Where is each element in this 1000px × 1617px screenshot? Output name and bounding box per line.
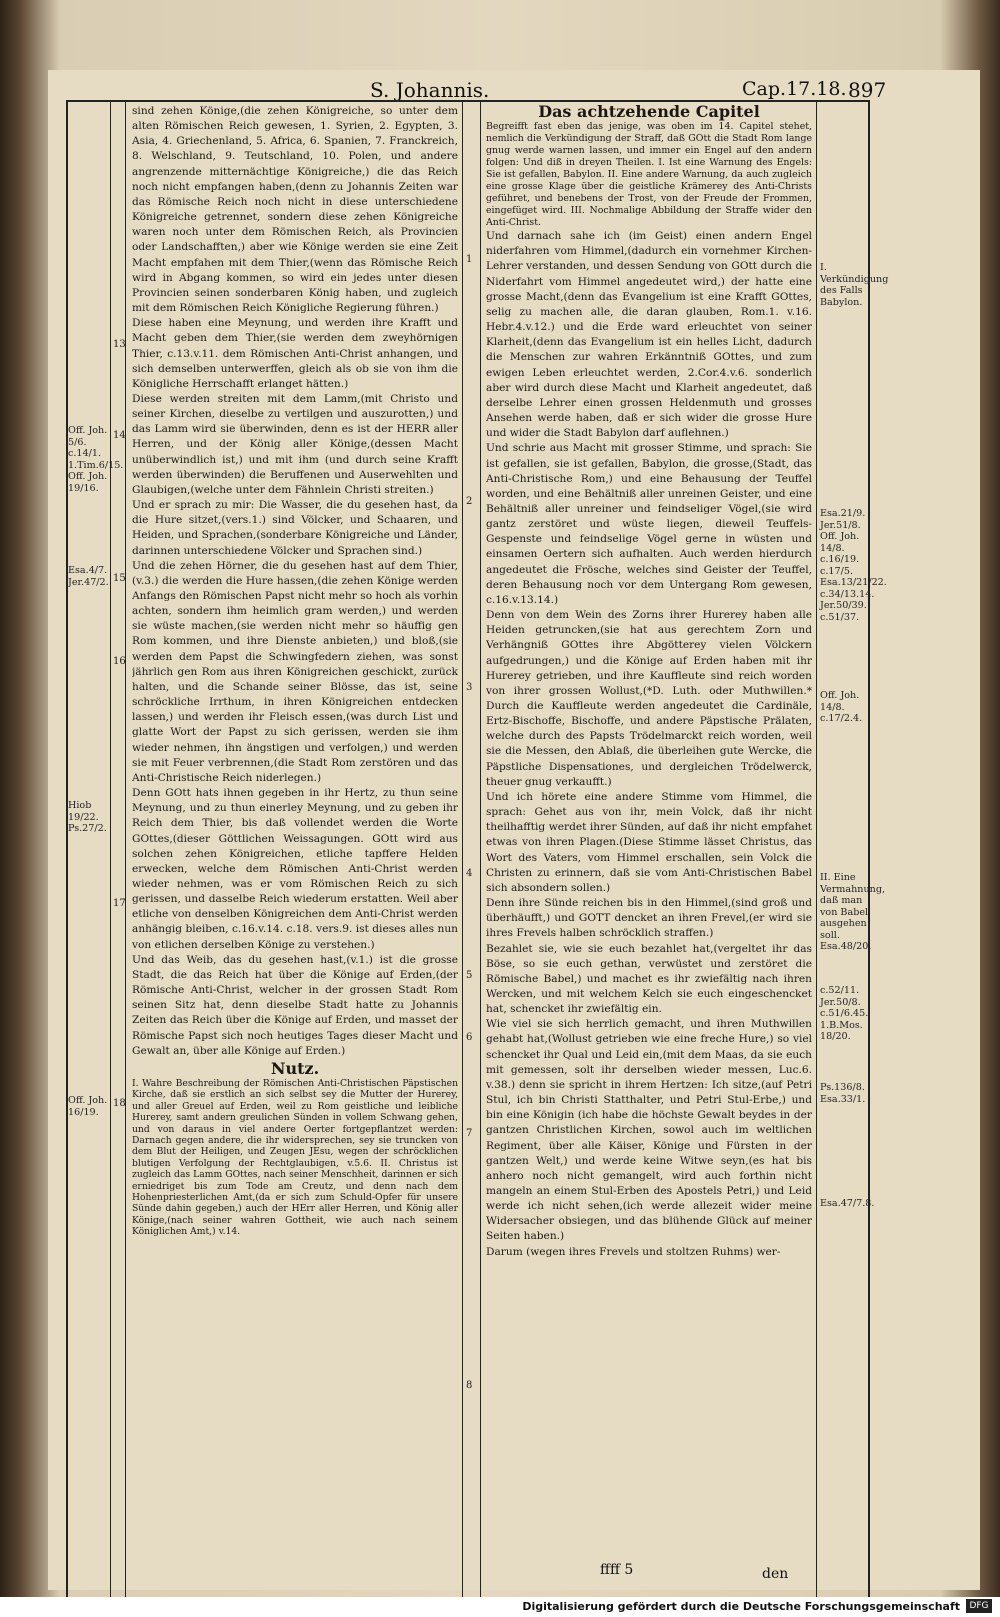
verse-text: Diese haben eine Meynung, und werden ihre Krafft und Macht geben dem Thier,(sie werden dem zweyhörnigen Thier, c.13.v.11. dem Römischen Anti-Christ anhangen, und sich demselben unterwerffen, gleich als ob sie von ihm die Königliche Herrschafft erlanget hätten.) (132, 317, 458, 390)
margin-reference: Esa.47/7.8. (820, 1198, 875, 1209)
margin-reference: Esa.4/7. Jer.47/2. (68, 565, 109, 588)
margin-reference: c.52/11. Jer.50/8. c.51/6.45. 1.B.Mos. 18/20. (820, 985, 869, 1042)
verse-text: Und ich hörete eine andere Stimme vom Himmel, die sprach: Gehet aus von ihr, mein Volck, daß ihr nicht theilhafftig werdet ihrer Sünden, auf daß ihr nicht empfahet etwas von ihren Plagen.(Diese Stimme lässet Christus, das Wort des Vaters, vom Himmel erschallen, sein Volck die Christen zu erinnern, daß sie vom Anti-Christischen Babel sich absondern sollen.) (486, 790, 812, 894)
right-text-column (486, 104, 812, 1589)
verse-text: Und die zehen Hörner, die du gesehen hast auf dem Thier,(v.3.) die werden die Hure hassen,(die zehen Könige werden Anfangs den Römischen Papst nicht mehr so hoch als vorhin achten, sondern ihm heimlich gram werden,) und werden sie wüste machen,(sie werden nicht mehr so häuffig gen Rom kommen, und ihre Dienste anbieten,) und bloß,(sie werden dem Papst die Schwingfedern ziehen, was sonst jährlich gen Rom aus ihren Königreichen geschickt, zurück halten, und die Schande seiner Blösse, das ist, seine schröckliche Irrthum, in ihren Königreichen entdecken lassen,) und werden ihr Fleisch essen,(was durch List und glatte Wort der Papst zu sich gerissen, werden sie ihm wieder nehmen, ihn ängstigen und verfolgen,) und werden sie mit Feuer verbrennen,(die Stadt Rom zerstören und das Anti-Christische Reich niderlegen.) (132, 559, 458, 784)
verse-text: sind zehen Könige,(die zehen Königreiche, so unter dem alten Römischen Reich gewesen, 1. Syrien, 2. Egypten, 3. Asia, 4. Griechenland, 5. Africa, 6. Spanien, 7. Franckreich, 8. Welschland, 9. Teutschland, 10. Polen, und andere angrenzende mitternächtige Königreiche,) die das Reich noch nicht empfangen haben,(denn zu Johannis Zeiten war das Römische Reich noch nicht in diese unterschiedene Königreiche getrennet, sondern diese zehen Königreiche waren noch unter dem Römischen Reich, als Provincien oder Landschafften,) aber wie Könige werden sie eine Zeit Macht empfahen mit dem Thier,(wenn das Römische Reich wird in Abgang kommen, so wird ein jedes unter diesen Provincien seinen sonderbaren König haben, und zugleich mit dem Römischen Reich Königliche Regierung führen.) (132, 105, 458, 315)
verse-text: Bezahlet sie, wie sie euch bezahlet hat,(vergeltet ihr das Böse, so sie euch gethan, verwüstet und zerstöret die Römische Babel,) und machet es ihr zwiefältig nach ihren Wercken, und mit welchem Kelch sie euch eingeschencket hat, schencket ihr zwiefältig ein. (486, 942, 812, 1016)
verse-number: 17 (113, 898, 126, 909)
verse-text: Und schrie aus Macht mit grosser Stimme, und sprach: Sie ist gefallen, sie ist gefallen, Babylon, die grosse,(Stadt, das Anti-Christische Rom,) und eine Behausung der Teuffel worden, und eine Behältniß aller unreinen Geister, und eine Behältniß aller unreiner und feindseliger Vögel,(sie wird gantz zerstöret und wüste liegen, dieweil Teuffels-Gespenste und feindselige Vögel gerne in wüsten und einsamen Oertern sich aufhalten. Auch werden hierdurch angedeutet die Frösche, welches sind Geister der Teuffel, deren Behausung noch vor dem Untergang Rom gewesen, c.16.v.13.14.) (486, 442, 812, 606)
page-number: 897 (848, 78, 887, 102)
verse-number: 6 (466, 1032, 473, 1043)
left-margin-rule (110, 100, 111, 1597)
verse-number: 7 (466, 1128, 473, 1139)
signature-mark: ffff 5 (600, 1562, 634, 1578)
verse-number: 8 (466, 1380, 473, 1391)
verse-number: 2 (466, 496, 473, 507)
dfg-logo-badge: DFG (966, 1599, 992, 1613)
chapter-summary: Begreifft fast eben das jenige, was oben im 14. Capitel stehet, nemlich die Verkündigung der Straff, daß GOtt die Stadt Rom lange gnug werde warnen lassen, und immer ein Engel auf den andern folgen: Und diß in dreyen Theilen. I. Ist eine Warnung des Engels: Sie ist gefallen, Babylon. II. Eine andere Warnung, da auch zugleich eine grosse Klage über die geistliche Krämerey des Anti-Christs geführet, und benebens der Trost, von der Freude der Frommen, eingefüget wird. III. Nochmalige Abbildung der Straffe wider den Anti-Christ. (486, 121, 812, 229)
catchword: den (762, 1566, 789, 1582)
verse-number: 4 (466, 868, 473, 879)
center-rule-right (480, 100, 481, 1597)
verse-number: 16 (113, 656, 126, 667)
center-rule-left (462, 100, 463, 1597)
verse-text: Und darnach sahe ich (im Geist) einen andern Engel niderfahren vom Himmel,(dadurch ein vornehmer Kirchen-Lehrer verstanden, und dessen Sendung von GOtt durch die Niderfahrt vom Himmel angedeutet wird,) der hatte eine grosse Macht,(denn das Evangelium ist eine Krafft GOttes, selig zu machen alle, die daran glauben, Rom.1. v.16. Hebr.4.v.12.) und die Erde ward erleuchtet von seiner Klarheit,(denn das Evangelium ist ein helles Licht, dadurch die Menschen zur wahren Erkänntniß GOttes, und zum ewigen Leben erleuchtet werden, 2.Cor.4.v.6. sonderlich aber wird durch diese Macht und Klarheit angedeutet, daß derselbe Lehrer einen grossen Heldenmuth und grosses Ansehen werde haben, daß er sich wider die grosse Hure und wider die Stadt Babylon darf auflehnen.) (486, 230, 812, 440)
running-title: S. Johannis. (370, 78, 490, 102)
verse-number: 5 (466, 970, 473, 981)
nutz-text: I. Wahre Beschreibung der Römischen Anti-Christischen Päpstischen Kirche, daß sie erstlich an sich selbst sey die Mutter der Hurerey, und aller Greuel auf Erden, weil zu Rom geistliche und leibliche Hurerey, samt andern greulichen Sünden in vollem Schwang gehen, und von daraus in viel andere Oerter fortgepflantzet werden: Darnach gegen andere, die ihr widersprechen, sey sie truncken von dem Blut der Heiligen, und Zeugen JEsu, wegen der schröcklichen blutigen Verfolgung der Rechtglaubigen, v.5.6. II. Christus ist zugleich das Lamm GOttes, nach seiner Menschheit, darinnen er sich erniedriget bis zum Tode am Creutz, und denn nach dem Hohenpriesterlichen Amt,(da er sich zum Schuld-Opfer für unsere Sünde dahin gegeben,) auch der HErr aller Herren, und König aller Könige,(nach seiner wahren Gottheit, wie auch nach seinem Königlichen Amt,) v.14. (132, 1078, 458, 1238)
margin-reference: Ps.136/8. Esa.33/1. (820, 1082, 866, 1105)
verse-text: Wie viel sie sich herrlich gemacht, und ihren Muthwillen gehabt hat,(Wollust getrieben wie eine freche Hure,) so viel schencket ihr Qual und Leid ein,(mit dem Maas, da sie euch mit gemessen, solt ihr derselben wieder messen, Luc.6. v.38.) denn sie spricht in ihrem Hertzen: Ich sitze,(auf Petri Stul, ich bin Christi Statthalter, und Petri Stul-Erbe,) und bin eine Königin (ich habe die höchste Gewalt beydes in der gantzen Christlichen Kirchen, sowol auch im weltlichen Regiment, über alle Käiser, Könige und Fürsten in der gantzen Welt,) und werde keine Witwe seyn,(es hat bis anhero noch nicht gemangelt, wird auch forthin nicht mangeln an einem Stul-Erben des Apostels Petri,) und Leid werde ich nicht sehen,(ich werde allezeit wider meine Widersacher obsiegen, und das blühende Glück auf meiner Seiten haben.) (486, 1018, 812, 1243)
right-margin-rule (816, 100, 817, 1597)
verse-text: Diese werden streiten mit dem Lamm,(mit Christo und seiner Kirchen, dieselbe zu vertilgen und auszurotten,) und das Lamm wird sie überwinden, denn es ist der HERR aller Herren, und der König aller Könige,(dessen Macht unüberwindlich ist,) und mit ihm (und durch seine Krafft werden überwinden) die Beruffenen und Auserwehlten und Glaubigen,(welche unter dem Fähnlein Christi streiten.) (132, 392, 458, 496)
margin-reference: Off. Joh. 14/8. c.17/2.4. (820, 690, 863, 724)
verse-number: 1 (466, 254, 473, 265)
verse-text: Denn GOtt hats ihnen gegeben in ihr Hertz, zu thun seine Meynung, und zu thun einerley Meynung, und zu geben ihr Reich dem Thier, bis daß vollendet werden die Worte GOttes,(dieser Göttlichen Weissagungen. GOtt wird aus solchen zehen Königreichen, etliche tapffere Helden erwecken, welche dem Römischen Anti-Christ werden wieder nehmen, was er vom Römischen Reich zu sich gerissen, und dasselbe Reich wiederum erstatten. Weil aber etliche von denselben Königreichen dem Anti-Christ werden anhängig bleiben, c.16.v.14. c.18. vers.9. ist dieses alles nun von etlichen derselben Könige zu verstehen.) (132, 787, 458, 951)
nutz-heading: Nutz. (270, 1058, 320, 1078)
margin-reference: Hiob 19/22. Ps.27/2. (68, 800, 107, 834)
margin-reference: Off. Joh. 16/19. (68, 1095, 108, 1118)
margin-reference: Esa.21/9. Jer.51/8. Off. Joh. 14/8. c.16/19. c.17/5. Esa.13/21/22. c.34/13.14. Jer.50/39. c.51/37. (820, 508, 887, 623)
left-verse-rule (125, 100, 126, 1597)
verse-number: 18 (113, 1098, 126, 1109)
verse-text: Darum (wegen ihres Frevels und stoltzen Ruhms) wer- (486, 1245, 781, 1258)
verse-number: 13 (113, 339, 126, 350)
digitization-note: Digitalisierung gefördert durch die Deutsche Forschungsgemeinschaft (522, 1600, 960, 1613)
margin-reference: II. Eine Vermahnung, daß man von Babel ausgehen soll. Esa.48/20. (820, 872, 886, 952)
verse-number: 14 (113, 430, 126, 441)
chapter-title: Das achtzehende Capitel (538, 104, 760, 121)
verse-text: Denn von dem Wein des Zorns ihrer Hurerey haben alle Heiden getruncken,(sie hat aus gerechtem Zorn und Verhängniß GOttes ihre Abgötterey vielen Völckern aufgedrungen,) und die Könige auf Erden haben mit ihr Hurerey getrieben, und ihre Kauffleute sind reich worden von ihrer grossen Wollust,(*D. Luth. oder Muthwillen.* Durch die Kauffleute werden angedeutet die Cardinäle, Ertz-Bischoffe, Bischoffe, und andere Päpstische Prälaten, welche durch des Papsts Trödelmarckt reich worden, weil sie die Messen, den Ablaß, die überleihen gute Wercke, die Päpstliche Dispensationes, und dergleichen Trödelwerck, theuer gnug verkaufft.) (486, 609, 812, 788)
chapter-heading: Cap.17.18. (742, 78, 847, 100)
verse-text: Und das Weib, das du gesehen hast,(v.1.) ist die grosse Stadt, die das Reich hat über die Könige auf Erden,(der Römische Anti-Christ, welcher in der grossen Stadt Rom seinen Sitz hat, denn dieselbe Stadt hatte zu Johannis Zeiten das Reich über die Könige auf Erden, und masset der Römische Papst sich noch heutiges Tages dieser Macht und Gewalt an, über alle Könige auf Erden.) (132, 953, 458, 1057)
margin-reference: I. Verkündigung des Falls Babylon. (820, 262, 889, 308)
verse-text: Denn ihre Sünde reichen bis in den Himmel,(sind groß und überhäufft,) und GOTT dencket an ihren Frevel,(er wird sie ihres Frevels halben schröcklich straffen.) (486, 897, 812, 940)
verse-number: 3 (466, 682, 473, 693)
verse-text: Und er sprach zu mir: Die Wasser, die du gesehen hast, da die Hure sitzet,(vers.1.) sind Völcker, und Schaaren, und Heiden, und Sprachen,(sonderbare Königreiche und Länder, darinnen unterschiedene Völcker und Sprachen sind.) (132, 499, 458, 557)
verse-number: 15 (113, 573, 126, 584)
left-text-column (132, 104, 458, 1589)
margin-reference: Off. Joh. 5/6. c.14/1. 1.Tim.6/15. Off. Joh. 19/16. (68, 425, 124, 494)
